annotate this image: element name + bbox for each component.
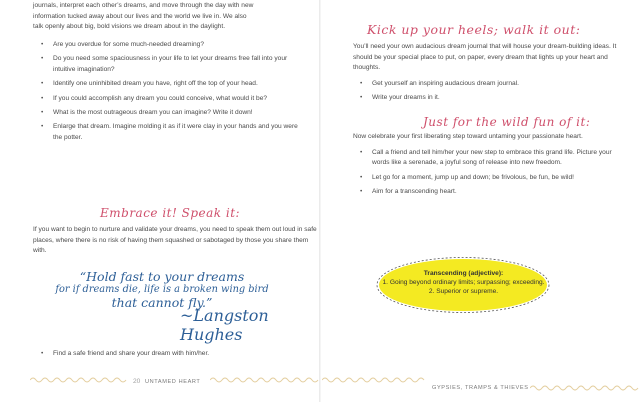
page-number: 20: [133, 378, 141, 385]
list-item: • Do you need some spaciousness in your life to let your dreams free fall into your intuitive imagination?: [37, 54, 305, 75]
list-item: • Identify one uninhibited dream you have, right off the top of your head.: [37, 79, 305, 89]
quote-line: for if dreams die, life is a broken wing bird: [55, 284, 269, 295]
lace-border-right-2: [530, 384, 640, 392]
dream-question-list: [37, 40, 305, 147]
definition-title: Transcending (adjective):: [423, 270, 504, 277]
intro-paragraph: [33, 1, 323, 33]
intro-line: talk openly about big, bold visions we dream about in the daylight.: [33, 23, 226, 31]
celebration-list: [356, 148, 618, 202]
wild-paragraph: Now celebrate your first liberating step toward untaming your passionate heart.: [353, 133, 583, 140]
list-item: • If you could accomplish any dream you could conceive, what would it be?: [37, 94, 305, 104]
journal-list: [356, 79, 626, 108]
list-item: • Call a friend and tell him/her your new step to embrace this grand life. Picture your words like a serenade, a joyful song of release into new freedom.: [356, 148, 618, 169]
embrace-paragraph: If you want to begin to nurture and validate your dreams, you need to speak them out loud in safe places, where there is no risk of having them squashed or sabotaged by those you share them with.: [33, 226, 317, 255]
langston-hughes-quote: [32, 270, 292, 310]
list-item: • Are you overdue for some much-needed dreaming?: [37, 40, 305, 50]
share-dream-list: [37, 349, 305, 363]
right-page: [320, 0, 640, 402]
footer-book-title: UNTAMED HEART: [145, 379, 201, 385]
list-item: • What is the most outrageous dream you can imagine? Write it down!: [37, 108, 305, 118]
list-item: • Get yourself an inspiring audacious dream journal.: [356, 79, 626, 89]
list-item: • Let go for a moment, jump up and down; be frivolous, be fun, be wild!: [356, 173, 618, 183]
intro-line: information tucked away about our lives and the world we live in. We also: [33, 12, 247, 20]
kick-paragraph: You’ll need your own audacious dream journal that will house your dream-building ideas. It should be your special place to put, on paper, every dream that lights up your heart and thoughts.: [353, 43, 617, 72]
list-item: • Aim for a transcending heart.: [356, 187, 618, 197]
embrace-heading: Embrace it! Speak it:: [100, 206, 241, 220]
definition-line: 2. Superior or supreme.: [428, 288, 499, 296]
definition-callout: [376, 257, 551, 313]
list-item: • Find a safe friend and share your dream with him/her.: [37, 349, 305, 359]
intro-line: journals, interpret each other’s dreams, and move through the day with new: [33, 2, 254, 9]
lace-border-left-2: [210, 376, 320, 384]
quote-line: that cannot fly.”: [111, 295, 213, 310]
definition-text: [376, 269, 551, 297]
wild-fun-heading: Just for the wild fun of it:: [423, 115, 591, 129]
definition-line: 1. Going beyond ordinary limits; surpassing; exceeding.: [382, 279, 545, 287]
kick-up-heading: Kick up your heels; walk it out:: [367, 22, 581, 37]
lace-border-right: [322, 376, 428, 384]
list-item: • Write your dreams in it.: [356, 93, 626, 103]
footer-book-title: GYPSIES, TRAMPS & THIEVES: [432, 385, 529, 391]
lace-border-left: [30, 376, 128, 384]
list-item: • Enlarge that dream. Imagine molding it as if it were clay in your hands and you were the potter.: [37, 122, 305, 143]
quote-line: “Hold fast to your dreams: [79, 269, 245, 284]
quote-attribution: ~Langston Hughes: [180, 306, 269, 344]
